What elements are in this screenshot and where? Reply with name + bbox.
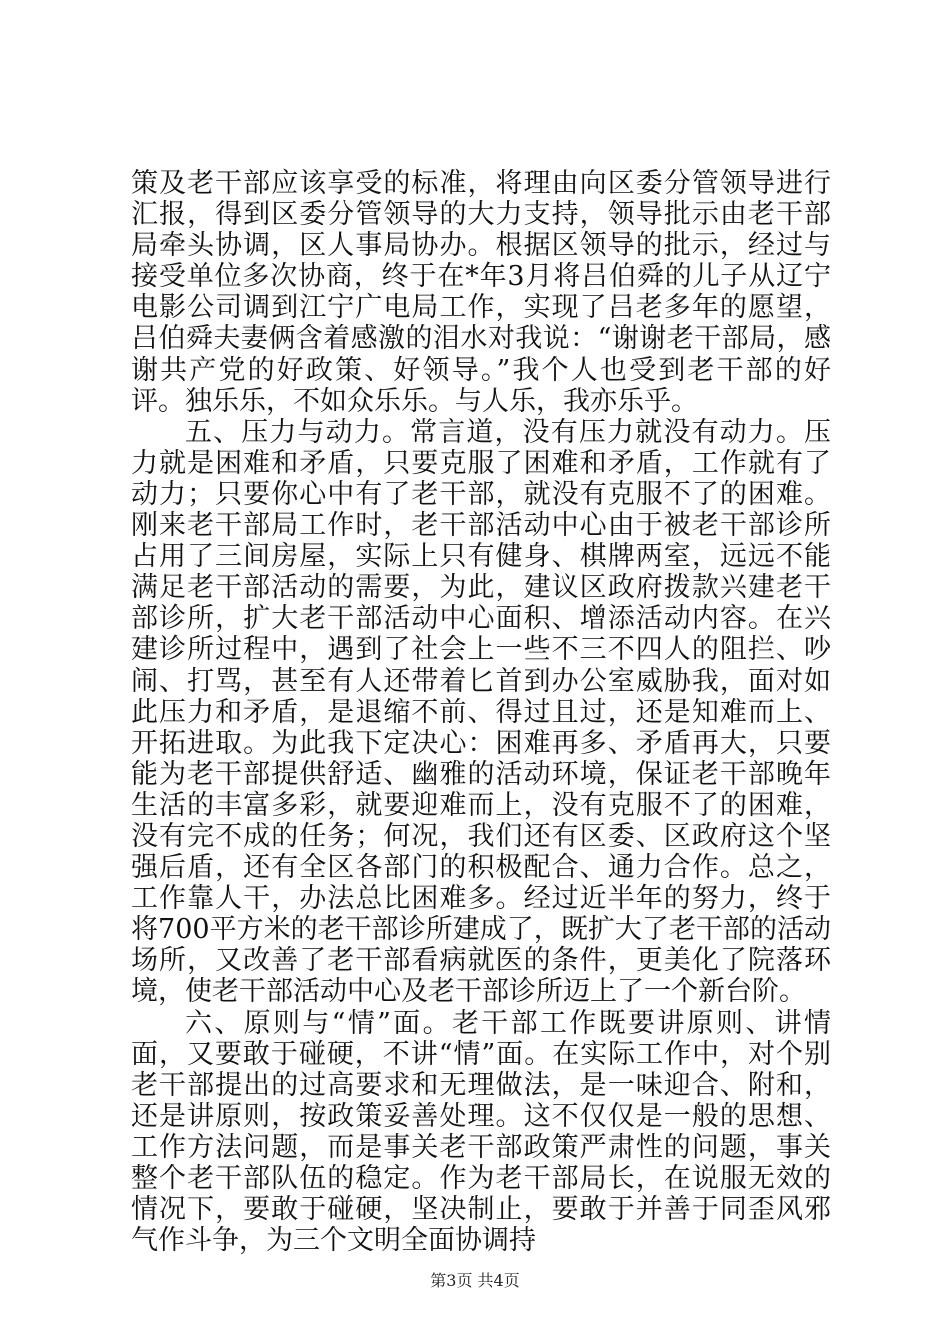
paragraph-continuation: 策及老干部应该享受的标准，将理由向区委分管领导进行汇报，得到区委分管领导的大力支持，领导批示由老干部局牵头协调，区人事局协办。根据区领导的批示，经过与接受单位多次协商，终于在*年3月将吕伯舜的儿子从辽宁电影公司调到江宁广电局工作，实现了吕老多年的愿望，吕伯舜夫妻俩含着感激的泪水对我说：“谢谢老干部局，感谢共产党的好政策、好领导。”我个人也受到老干部的好评。独乐乐，不如众乐乐。与人乐，我亦乐乎。 bbox=[131, 168, 831, 417]
document-body bbox=[131, 168, 831, 1256]
paragraph-section-five: 五、压力与动力。常言道，没有压力就没有动力。压力就是困难和矛盾，只要克服了困难和矛盾，工作就有了动力；只要你心中有了老干部，就没有克服不了的困难。刚来老干部局工作时，老干部活动中心由于被老干部诊所占用了三间房屋，实际上只有健身、棋牌两室，远远不能满足老干部活动的需要，为此，建议区政府拨款兴建老干部诊所，扩大老干部活动中心面积、增添活动内容。在兴建诊所过程中，遇到了社会上一些不三不四人的阻拦、吵闹、打骂，甚至有人还带着匕首到办公室威胁我，面对如此压力和矛盾，是退缩不前、得过且过，还是知难而上、开拓进取。为此我下定决心：困难再多、矛盾再大，只要能为老干部提供舒适、幽雅的活动环境，保证老干部晚年生活的丰富多彩，就要迎难而上，没有克服不了的困难，没有完不成的任务；何况，我们还有区委、区政府这个坚强后盾，还有全区各部门的积极配合、通力合作。总之，工作靠人干，办法总比困难多。经过近半年的努力，终于将700平方米的老干部诊所建成了，既扩大了老干部的活动场所，又改善了老干部看病就医的条件，更美化了院落环境，使老干部活动中心及老干部诊所迈上了一个新台阶。 bbox=[131, 416, 831, 1008]
page-number-footer: 第3页 共4页 bbox=[430, 1271, 520, 1290]
paragraph-section-six: 六、原则与“情”面。老干部工作既要讲原则、讲情面，又要敢于碰硬，不讲“情”面。在实际工作中，对个别老干部提出的过高要求和无理做法，是一味迎合、附和，还是讲原则，按政策妥善处理。这不仅仅是一般的思想、工作方法问题，而是事关老干部政策严肃性的问题，事关整个老干部队伍的稳定。作为老干部局长，在说服无效的情况下，要敢于碰硬，坚决制止，要敢于并善于同歪风邪气作斗争，为三个文明全面协调持 bbox=[131, 1007, 831, 1257]
